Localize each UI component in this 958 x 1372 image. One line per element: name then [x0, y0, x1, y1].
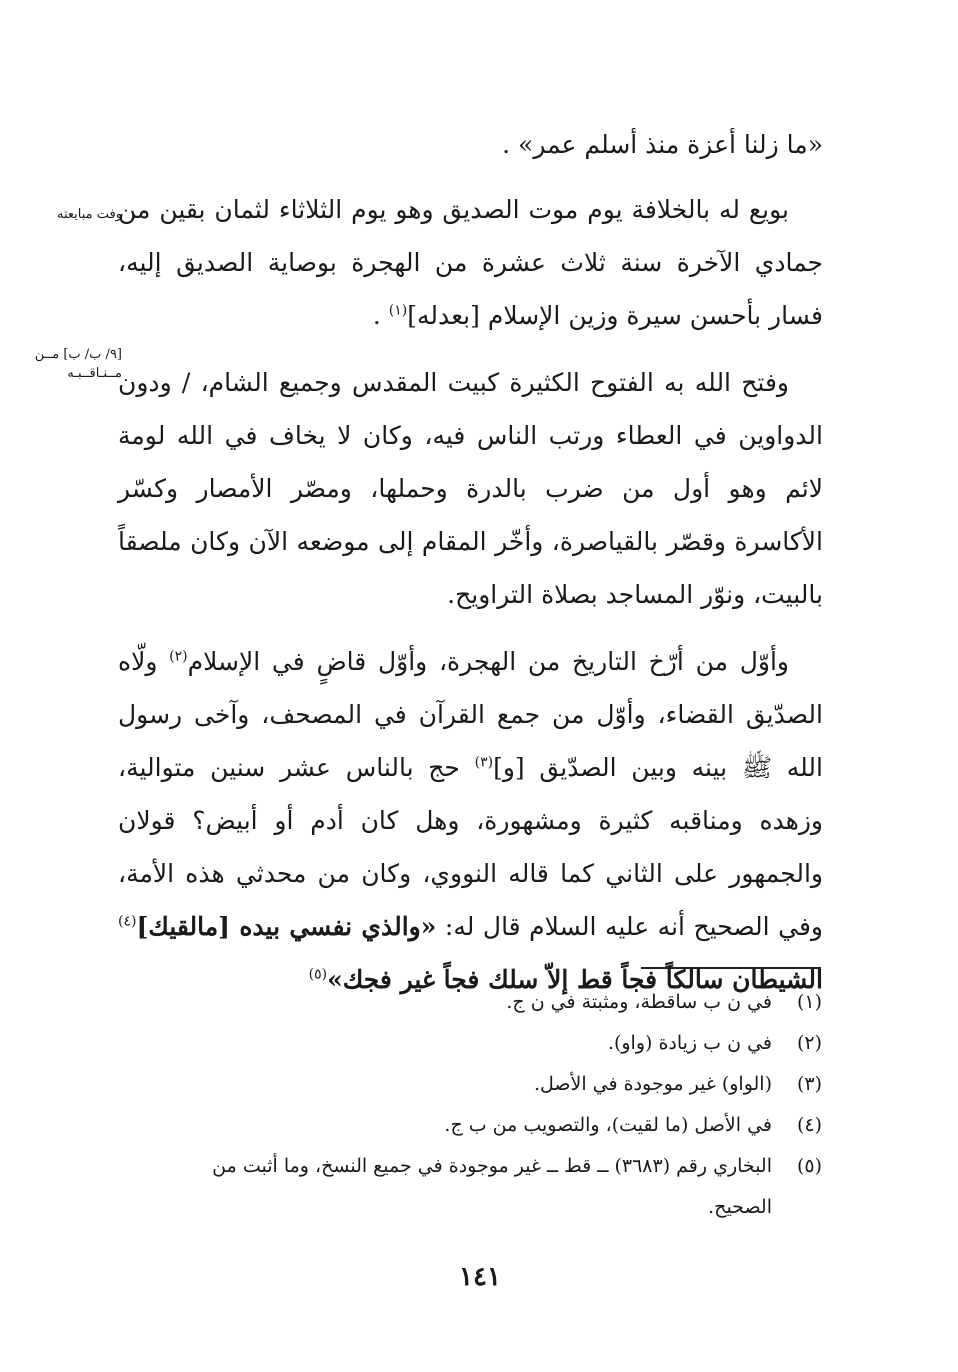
- footnote-number: (٢): [796, 1032, 822, 1054]
- footnote-ref-2[interactable]: (٢): [169, 648, 188, 665]
- footnote-item: [150, 1064, 822, 1105]
- paragraph-conquests: وفتح الله به الفتوح الكثيرة كبيت المقدس وجميع الشام، / ودون الدواوين في العطاء ورتب الناس فيه، وكان لا يخاف في الله لومة لائم وهو أول من ضرب بالدرة وحملها، ومصّر الأمصار وكسّر الأكاسرة وقصّر بالقياصرة، وأخّر المقام إلى موضعه الآن وكان ملصقاً بالبيت، ونوّر المساجد بصلاة التراويح.: [118, 368, 823, 609]
- main-text: [118, 118, 823, 1006]
- footnote-ref-1[interactable]: (١): [388, 302, 408, 319]
- paragraph-text: ولّاه الصدّيق القضاء، وأوّل من جمع القرآن في المصحف، وآخى رسول الله ﷺ بينه وبين الصدّيق [و]: [118, 647, 823, 782]
- paragraph-end: .: [372, 301, 389, 330]
- footnote-number: (٥): [796, 1155, 822, 1177]
- footnote-text: (الواو) غير موجودة في الأصل.: [533, 1073, 772, 1095]
- footnote-ref-5[interactable]: (٥): [308, 966, 328, 983]
- paragraph-firsts: [118, 635, 823, 1006]
- paragraph-text: بويع له بالخلافة يوم موت الصديق وهو يوم الثلاثاء لثمان بقين من جمادي الآخرة سنة ثلاث عشرة من الهجرة بوصاية الصديق إليه، فسار بأحسن سيرة وزين الإسلام [بعدله]: [118, 195, 823, 330]
- footnote-text: في ن ب زيادة (واو).: [607, 1032, 772, 1054]
- footnote-item: [150, 1105, 822, 1146]
- footnote-item: [150, 1023, 822, 1064]
- margin-note-manuscript-ref: [٩/ ب/ ب] مــن مــنـاقــبـه: [34, 347, 122, 381]
- paragraph-opening-quote: «ما زلنا أعزة منذ أسلم عمر» .: [502, 130, 823, 159]
- margin-note-pledge: وفت مبايعته: [56, 207, 122, 222]
- hadith-quote: الشيطان سالكاً فجاً قط إلاّ سلك فجاً غير فجك»: [327, 965, 823, 994]
- footnote-number: (١): [796, 991, 822, 1013]
- paragraph-caliphate: [118, 183, 823, 342]
- footnote-ref-4[interactable]: (٤): [118, 913, 137, 930]
- footnote-text: في الأصل (ما لقيت)، والتصويب من ب ج.: [444, 1114, 772, 1136]
- paragraph-text: حج بالناس عشر سنين متوالية، وزهده ومناقبه كثيرة ومشهورة، وهل كان أدم أو أبيض؟ قولان والجمهور على الثاني كما قاله النووي، وكان من محدثي هذه الأمة، وفي الصحيح أنه عليه السلام قال له:: [118, 753, 824, 941]
- footnote-text: في ن ب ساقطة، ومثبتة في ن ج.: [506, 991, 772, 1013]
- footnote-ref-3[interactable]: (٣): [474, 754, 494, 771]
- footnote-item: [150, 1146, 822, 1228]
- footnote-divider: [641, 967, 821, 969]
- page-number: ١٤١: [459, 1262, 501, 1292]
- hadith-quote: «والذي نفسي بيده [مالقيك]: [136, 912, 437, 941]
- footnote-item: [150, 982, 822, 1023]
- footnote-number: (٤): [796, 1114, 822, 1136]
- footnotes-list: [150, 982, 822, 1228]
- paragraph-text: وأوّل من أرّخ التاريخ من الهجرة، وأوّل قاضٍ في الإسلام: [187, 647, 789, 676]
- footnote-text: البخاري رقم (٣٦٨٣) ــ قط ــ غير موجودة في جميع النسخ، وما أثبت من الصحيح.: [212, 1155, 772, 1218]
- footnote-number: (٣): [796, 1073, 822, 1095]
